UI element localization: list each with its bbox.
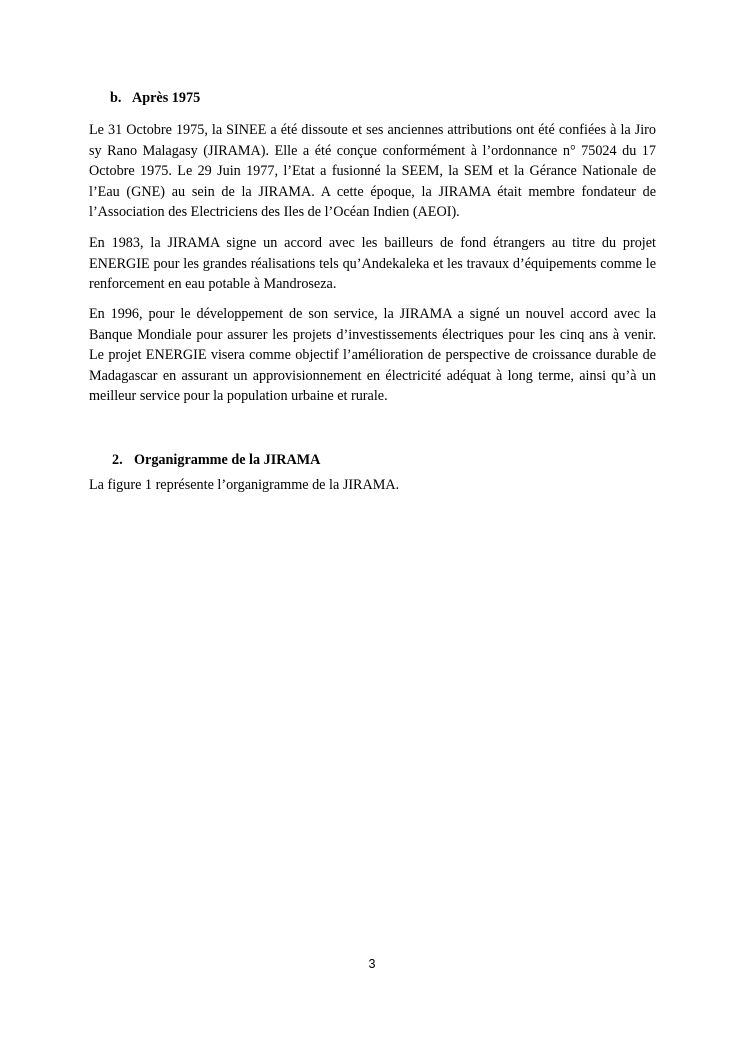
section-marker: b. xyxy=(110,90,122,106)
section-marker: 2. xyxy=(112,452,123,468)
section-title: Organigramme de la JIRAMA xyxy=(134,452,321,468)
figure-intro-text: La figure 1 représente l’organigramme de la JIRAMA. xyxy=(89,477,400,493)
paragraph-1996-agreement: En 1996, pour le développement de son service, la JIRAMA a signé un nouvel accord avec la Banque Mondiale pour assurer les projets d’investissements électriques pour les cinq ans à venir. Le projet ENERGIE visera comme objectif l’amélioration de perspective de croissance durable de Madagascar en assurant un approvisionnement en électricité adéquat à long terme, ainsi qu’à un meilleur service pour la population urbaine et rurale. xyxy=(89,306,656,404)
section-heading-organigramme xyxy=(112,450,320,470)
paragraph-1983-agreement: En 1983, la JIRAMA signe un accord avec les bailleurs de fond étrangers au titre du projet ENERGIE pour les grandes réalisations tels qu’Andekaleka et les travaux d’équipements comme le renforcement en eau potable à Mandroseza. xyxy=(89,235,656,292)
section-heading-apres-1975 xyxy=(110,88,200,108)
paragraph-sinee-dissolution: Le 31 Octobre 1975, la SINEE a été dissoute et ses anciennes attributions ont été confiées à la Jiro sy Rano Malagasy (JIRAMA). Elle a été conçue conformément à l’ordonnance n° 75024 du 17 Octobre 1975. Le 29 Juin 1977, l’Etat a fusionné la SEEM, la SEM et la Gérance Nationale de l’Eau (GNE) au sein de la JIRAMA. A cette époque, la JIRAMA était membre fondateur de l’Association des Electriciens des Iles de l’Océan Indien (AEOI). xyxy=(89,122,656,220)
section-title: Après 1975 xyxy=(132,90,201,106)
page-number: 3 xyxy=(368,957,376,971)
